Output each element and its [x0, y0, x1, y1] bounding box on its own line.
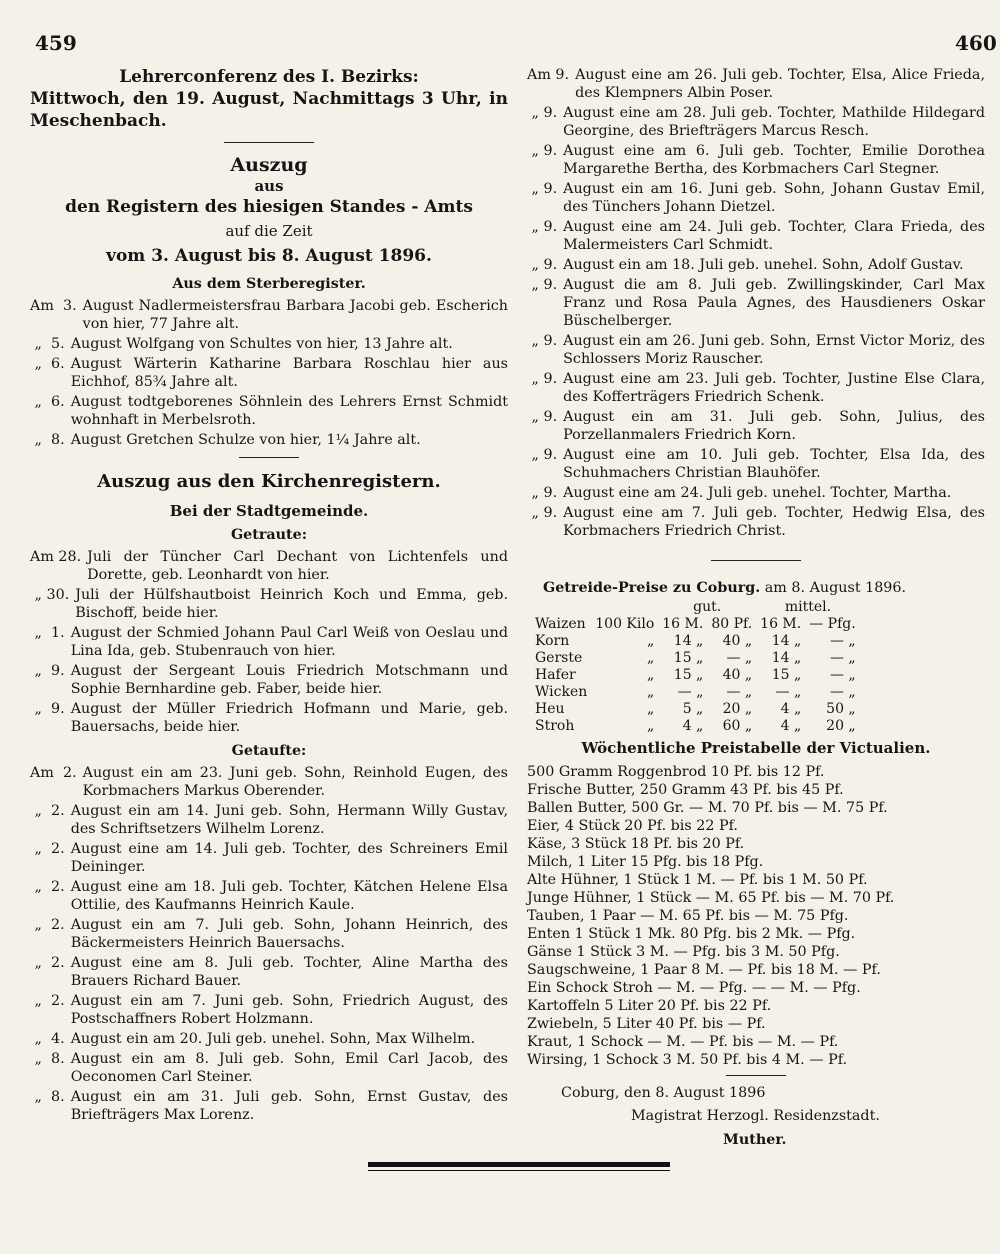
- getreide-date: am 8. August 1896.: [764, 580, 907, 596]
- entry-text: August ein am 31. Juli geb. Sohn, Ernst Gustav, des Briefträgers Max Lorenz.: [70, 1089, 508, 1123]
- victualien-line: Alte Hühner, 1 Stück 1 M. — Pf. bis 1 M. 50 Pf.: [527, 872, 868, 888]
- victualien-list: [527, 763, 985, 1069]
- getaufte-entry: [30, 840, 508, 876]
- price-gut-pf: — „: [726, 650, 753, 666]
- price-gut-mark: 14 „: [673, 633, 704, 649]
- getaufte-entry: [30, 916, 508, 952]
- grain-unit: 100 Kilo: [595, 616, 655, 632]
- grain-unit: „: [647, 684, 655, 700]
- victualien-line: Frische Butter, 250 Gramm 43 Pf. bis 45 Pf.: [527, 782, 844, 798]
- entry-date: „ 9.: [527, 447, 558, 463]
- entry-date: „ 9.: [527, 333, 558, 349]
- victualien-line: 500 Gramm Roggenbrod 10 Pf. bis 12 Pf.: [527, 764, 825, 780]
- entry-date: „ 9.: [527, 277, 558, 293]
- entry-text: August ein am 16. Juni geb. Sohn, Johann Gustav Emil, des Tünchers Johann Dietzel.: [563, 181, 985, 215]
- entry-date: „ 8.: [30, 1089, 65, 1105]
- entry-text: August Nadlermeistersfrau Barbara Jacobi geb. Escherich von hier, 77 Jahre alt.: [82, 298, 508, 332]
- entry-date: „ 6.: [30, 356, 65, 372]
- price-mittel-pf: — Pfg.: [809, 616, 856, 632]
- grain-name: Waizen: [535, 616, 586, 632]
- price-mittel-mark: 14 „: [771, 650, 802, 666]
- grain-name: Wicken: [535, 684, 588, 700]
- victualien-line: Tauben, 1 Paar — M. 65 Pf. bis — M. 75 Pfg.: [527, 908, 849, 924]
- grain-unit: „: [647, 701, 655, 717]
- page-number-left: 459: [35, 31, 77, 55]
- left-column: [30, 66, 508, 1126]
- entry-date: „ 9.: [527, 505, 558, 521]
- getraute-list: [30, 548, 508, 736]
- kirchenregister-heading: Auszug aus den Kirchenregistern.: [97, 471, 441, 492]
- price-mittel-pf: 20 „: [826, 718, 856, 734]
- getreide-row: [531, 616, 860, 633]
- getaufte-entry: [527, 332, 985, 368]
- getreide-table: [531, 599, 860, 735]
- getaufte-entry: [30, 1030, 508, 1048]
- getaufte-entry: [527, 256, 985, 274]
- entry-text: August ein am 31. Juli geb. Sohn, Julius, des Porzellanmalers Friedrich Korn.: [563, 409, 985, 443]
- getaufte-entry: [527, 370, 985, 406]
- getreide-heading: [543, 579, 985, 597]
- price-mittel-mark: 4 „: [780, 718, 802, 734]
- bottom-rule: [368, 1162, 670, 1171]
- entry-date: „ 9.: [527, 143, 558, 159]
- getreide-title: Getreide-Preise zu Coburg.: [543, 580, 761, 596]
- entry-text: August eine am 24. Juli geb. Tochter, Clara Frieda, des Malermeisters Carl Schmidt.: [563, 219, 985, 253]
- entry-text: August ein am 7. Juli geb. Sohn, Johann Heinrich, des Bäckermeisters Heinrich Bauersachs.: [70, 917, 508, 951]
- entry-text: August ein am 8. Juli geb. Sohn, Emil Carl Jacob, des Oeconomen Carl Steiner.: [70, 1051, 508, 1085]
- getraute-entry: [30, 662, 508, 698]
- signature-office: Magistrat Herzogl. Residenzstadt.: [631, 1108, 880, 1124]
- price-gut-mark: 4 „: [682, 718, 704, 734]
- getaufte-entry: [30, 1088, 508, 1124]
- getraute-entry: [30, 586, 508, 622]
- entry-text: August die am 8. Juli geb. Zwillingskinder, Carl Max Franz und Rosa Paula Agnes, des Hausdieners Oskar Büschelberger.: [563, 277, 985, 329]
- victualien-title: Wöchentliche Preistabelle der Victualien.: [581, 739, 931, 757]
- price-mittel-pf: — „: [829, 633, 856, 649]
- entry-date: „ 9.: [527, 219, 558, 235]
- getaufte-continued-list: [527, 66, 985, 540]
- entry-date: „ 6.: [30, 394, 65, 410]
- victualien-line: Junge Hühner, 1 Stück — M. 65 Pf. bis — M. 70 Pf.: [527, 890, 895, 906]
- sterberegister-list: [30, 297, 508, 449]
- entry-text: August eine am 18. Juli geb. Tochter, Kätchen Helene Elsa Ottilie, des Kaufmanns Heinrich Kaule.: [70, 879, 508, 913]
- grain-name: Stroh: [535, 718, 575, 734]
- price-mittel-pf: 50 „: [826, 701, 856, 717]
- getaufte-entry: [527, 180, 985, 216]
- getraute-entry: [30, 548, 508, 584]
- stadtgemeinde-heading: Bei der Stadtgemeinde.: [169, 502, 369, 520]
- getaufte-entry: [30, 878, 508, 914]
- entry-date: Am 2.: [30, 765, 77, 781]
- grain-unit: „: [647, 633, 655, 649]
- price-gut-pf: 80 Pf.: [711, 616, 753, 632]
- entry-text: August ein am 23. Juni geb. Sohn, Reinhold Eugen, des Korbmachers Markus Oberender.: [82, 765, 508, 799]
- price-mittel-pf: — „: [829, 684, 856, 700]
- grain-name: Heu: [535, 701, 565, 717]
- page-number-right: 460: [955, 31, 997, 55]
- sterberegister-heading: Aus dem Sterberegister.: [172, 276, 366, 292]
- getreide-row: [531, 684, 860, 701]
- getaufte-entry: [30, 954, 508, 990]
- price-gut-pf: 40 „: [722, 667, 753, 683]
- auszug-register-line: den Registern des hiesigen Standes - Amts: [65, 197, 473, 217]
- entry-text: August Wärterin Katharine Barbara Roschlau hier aus Eichhof, 85¾ Jahre alt.: [70, 356, 508, 390]
- grain-name: Gerste: [535, 650, 583, 666]
- getaufte-entry: [527, 142, 985, 178]
- getaufte-entry: [527, 104, 985, 140]
- divider: [239, 457, 299, 458]
- auszug-aus: aus: [254, 177, 284, 195]
- entry-text: August eine am 14. Juli geb. Tochter, des Schreiners Emil Deininger.: [70, 841, 508, 875]
- entry-date: „ 2.: [30, 917, 65, 933]
- entry-date: „ 2.: [30, 841, 65, 857]
- getaufte-entry: [30, 1050, 508, 1086]
- entry-date: Am 28.: [30, 549, 82, 565]
- entry-date: „ 5.: [30, 336, 65, 352]
- getreide-row: [531, 667, 860, 684]
- getreide-row: [531, 701, 860, 718]
- getreide-header-row: [531, 599, 860, 616]
- price-gut-pf: 20 „: [722, 701, 753, 717]
- getaufte-entry: [30, 802, 508, 838]
- grain-unit: „: [647, 718, 655, 734]
- price-gut-pf: 40 „: [722, 633, 753, 649]
- price-gut-pf: — „: [726, 684, 753, 700]
- conference-heading-line2: Mittwoch, den 19. August, Nachmittags 3 Uhr, in Meschenbach.: [30, 89, 508, 131]
- price-gut-mark: — „: [677, 684, 704, 700]
- divider: [711, 560, 801, 561]
- entry-date: „ 30.: [30, 587, 70, 603]
- victualien-line: Kartoffeln 5 Liter 20 Pf. bis 22 Pf.: [527, 998, 772, 1014]
- victualien-line: Kraut, 1 Schock — M. — Pf. bis — M. — Pf.: [527, 1034, 839, 1050]
- victualien-line: Milch, 1 Liter 15 Pfg. bis 18 Pfg.: [527, 854, 764, 870]
- entry-text: August eine am 7. Juli geb. Tochter, Hedwig Elsa, des Korbmachers Friedrich Christ.: [563, 505, 985, 539]
- entry-date: „ 9.: [30, 663, 65, 679]
- victualien-line: Ein Schock Stroh — M. — Pfg. — — M. — Pfg.: [527, 980, 861, 996]
- entry-date: „ 9.: [30, 701, 65, 717]
- entry-text: August der Sergeant Louis Friedrich Motschmann und Sophie Bernhardine geb. Faber, beide hier.: [70, 663, 508, 697]
- price-gut-mark: 15 „: [673, 650, 704, 666]
- getaufte-entry: [527, 484, 985, 502]
- entry-text: August Gretchen Schulze von hier, 1¼ Jahre alt.: [70, 432, 421, 448]
- entry-text: August ein am 20. Juli geb. unehel. Sohn, Max Wilhelm.: [70, 1031, 476, 1047]
- victualien-line: Saugschweine, 1 Paar 8 M. — Pf. bis 18 M. — Pf.: [527, 962, 881, 978]
- entry-text: August der Schmied Johann Paul Carl Weiß von Oeslau und Lina Ida, geb. Stubenrauch von hier.: [70, 625, 508, 659]
- entry-text: August der Müller Friedrich Hofmann und Marie, geb. Bauersachs, beide hier.: [70, 701, 508, 735]
- victualien-line: Käse, 3 Stück 18 Pf. bis 20 Pf.: [527, 836, 745, 852]
- entry-date: „ 9.: [527, 257, 558, 273]
- right-column: [527, 66, 985, 1152]
- sterbe-entry: [30, 355, 508, 391]
- entry-text: August eine am 6. Juli geb. Tochter, Emilie Dorothea Margarethe Bertha, des Korbmachers Carl Stegner.: [563, 143, 985, 177]
- entry-text: August eine am 10. Juli geb. Tochter, Elsa Ida, des Schuhmachers Christian Blauhöfer.: [563, 447, 985, 481]
- price-mittel-mark: 15 „: [771, 667, 802, 683]
- conference-heading-line1: Lehrerconferenz des I. Bezirks:: [119, 67, 419, 87]
- getaufte-entry: [527, 276, 985, 330]
- victualien-line: Eier, 4 Stück 20 Pf. bis 22 Pf.: [527, 818, 738, 834]
- auszug-zeit: auf die Zeit: [225, 222, 313, 240]
- getraute-entry: [30, 624, 508, 660]
- entry-date: „ 2.: [30, 803, 65, 819]
- entry-date: „ 8.: [30, 432, 65, 448]
- divider: [224, 142, 314, 143]
- entry-text: Juli der Tüncher Carl Dechant von Lichtenfels und Dorette, geb. Leonhardt von hier.: [87, 549, 508, 583]
- getaufte-entry: [30, 992, 508, 1028]
- getreide-row: [531, 633, 860, 650]
- signature-name: Muther.: [723, 1132, 787, 1148]
- victualien-line: Gänse 1 Stück 3 M. — Pfg. bis 3 M. 50 Pfg.: [527, 944, 840, 960]
- entry-text: August eine am 24. Juli geb. unehel. Tochter, Martha.: [563, 485, 952, 501]
- price-mittel-pf: — „: [829, 667, 856, 683]
- price-mittel-mark: 16 M.: [760, 616, 802, 632]
- price-gut-pf: 60 „: [722, 718, 753, 734]
- entry-date: „ 9.: [527, 105, 558, 121]
- auszug-dates: vom 3. August bis 8. August 1896.: [106, 246, 432, 266]
- entry-text: August todtgeborenes Söhnlein des Lehrers Ernst Schmidt wohnhaft in Merbelsroth.: [70, 394, 508, 428]
- price-gut-mark: 5 „: [682, 701, 704, 717]
- col-gut: gut.: [693, 599, 722, 615]
- entry-date: „ 9.: [527, 181, 558, 197]
- entry-date: „ 9.: [527, 409, 558, 425]
- price-mittel-mark: 4 „: [780, 701, 802, 717]
- entry-date: „ 9.: [527, 485, 558, 501]
- auszug-title: Auszug: [230, 154, 308, 176]
- entry-text: August eine am 23. Juli geb. Tochter, Justine Else Clara, des Kofferträgers Friedrich Schenk.: [563, 371, 985, 405]
- col-mittel: mittel.: [784, 599, 832, 615]
- entry-date: „ 4.: [30, 1031, 65, 1047]
- divider: [726, 1075, 786, 1076]
- entry-text: August eine am 8. Juli geb. Tochter, Aline Martha des Brauers Richard Bauer.: [70, 955, 508, 989]
- victualien-line: Wirsing, 1 Schock 3 M. 50 Pf. bis 4 M. — Pf.: [527, 1052, 848, 1068]
- getaufte-entry: [30, 764, 508, 800]
- entry-text: Juli der Hülfshautboist Heinrich Koch und Emma, geb. Bischoff, beide hier.: [75, 587, 508, 621]
- entry-text: August Wolfgang von Schultes von hier, 13 Jahre alt.: [70, 336, 453, 352]
- entry-text: August eine am 28. Juli geb. Tochter, Mathilde Hildegard Georgine, des Briefträgers Marcus Resch.: [563, 105, 985, 139]
- price-gut-mark: 16 M.: [662, 616, 704, 632]
- entry-date: Am 9.: [527, 67, 570, 83]
- entry-text: August ein am 26. Juni geb. Sohn, Ernst Victor Moriz, des Schlossers Moriz Rauscher.: [563, 333, 985, 367]
- victualien-line: Enten 1 Stück 1 Mk. 80 Pfg. bis 2 Mk. — Pfg.: [527, 926, 856, 942]
- grain-name: Korn: [535, 633, 570, 649]
- getaufte-entry: [527, 66, 985, 102]
- getreide-row: [531, 650, 860, 667]
- sterbe-entry: [30, 393, 508, 429]
- grain-unit: „: [647, 650, 655, 666]
- price-mittel-mark: 14 „: [771, 633, 802, 649]
- entry-date: „ 2.: [30, 879, 65, 895]
- victualien-line: Zwiebeln, 5 Liter 40 Pf. bis — Pf.: [527, 1016, 766, 1032]
- sterbe-entry: [30, 431, 508, 449]
- entry-text: August ein am 18. Juli geb. unehel. Sohn, Adolf Gustav.: [563, 257, 964, 273]
- getraute-heading: Getraute:: [230, 527, 308, 543]
- grain-unit: „: [647, 667, 655, 683]
- entry-date: „ 9.: [527, 371, 558, 387]
- entry-text: August ein am 7. Juni geb. Sohn, Friedrich August, des Postschaffners Robert Holzmann.: [70, 993, 508, 1027]
- getaufte-entry: [527, 504, 985, 540]
- entry-text: August eine am 26. Juli geb. Tochter, Elsa, Alice Frieda, des Klempners Albin Poser.: [575, 67, 985, 101]
- price-gut-mark: 15 „: [673, 667, 704, 683]
- entry-date: Am 3.: [30, 298, 77, 314]
- sterbe-entry: [30, 297, 508, 333]
- getaufte-list: [30, 764, 508, 1124]
- getaufte-entry: [527, 218, 985, 254]
- sterbe-entry: [30, 335, 508, 353]
- price-mittel-pf: — „: [829, 650, 856, 666]
- entry-date: „ 8.: [30, 1051, 65, 1067]
- victualien-line: Ballen Butter, 500 Gr. — M. 70 Pf. bis — M. 75 Pf.: [527, 800, 888, 816]
- entry-date: „ 2.: [30, 993, 65, 1009]
- getaufte-heading: Getaufte:: [231, 743, 307, 759]
- signature-place-date: Coburg, den 8. August 1896: [561, 1085, 766, 1101]
- getreide-row: [531, 718, 860, 735]
- entry-text: August ein am 14. Juni geb. Sohn, Hermann Willy Gustav, des Schriftsetzers Wilhelm Lorenz.: [70, 803, 508, 837]
- grain-name: Hafer: [535, 667, 576, 683]
- entry-date: „ 1.: [30, 625, 65, 641]
- price-mittel-mark: — „: [775, 684, 802, 700]
- getaufte-entry: [527, 408, 985, 444]
- entry-date: „ 2.: [30, 955, 65, 971]
- getaufte-entry: [527, 446, 985, 482]
- getraute-entry: [30, 700, 508, 736]
